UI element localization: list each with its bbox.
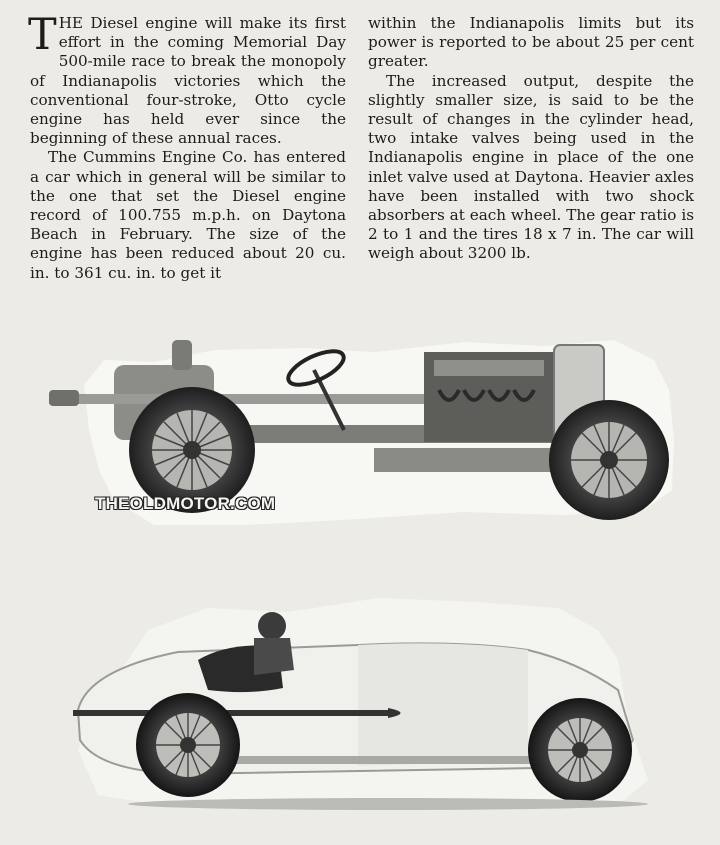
right-column bbox=[368, 14, 694, 264]
paragraph-1-text: HE Diesel engine will make its first effort in the coming Memorial Day 500-mile race to break the monopoly of Indianapolis victories which the conventional four-stroke, Otto cycle engine has held ever since the beginning of these annual races. bbox=[30, 14, 346, 148]
watermark: THEOLDMOTOR.COM bbox=[95, 494, 276, 513]
race-car-photo bbox=[58, 590, 658, 815]
left-column bbox=[28, 10, 346, 283]
paragraph-3: within the Indianapolis limits but its power is reported to be about 25 per cent greater. bbox=[368, 14, 694, 71]
paragraph-2: The Cummins Engine Co. has entered a car which in general will be similar to the one that set the Diesel engine record of 100.755 m.p.h. on Daytona Beach in February. The size of the engine has been reduced about 20 cu. in. to 361 cu. in. to get it bbox=[30, 148, 346, 282]
drop-cap: T bbox=[28, 10, 57, 60]
paragraph-1 bbox=[28, 10, 346, 148]
article-text bbox=[28, 10, 694, 282]
paragraph-4: The increased output, despite the slightly smaller size, is said to be the result of changes in the cylinder head, two intake valves being used in the Indianapolis engine in place of the one inlet valve used at Daytona. Heavier axles have been installed with two shock absorbers at each wheel. The gear ratio is 2 to 1 and the tires 18 x 7 in. The car will weigh about 3200 lb. bbox=[368, 71, 694, 263]
